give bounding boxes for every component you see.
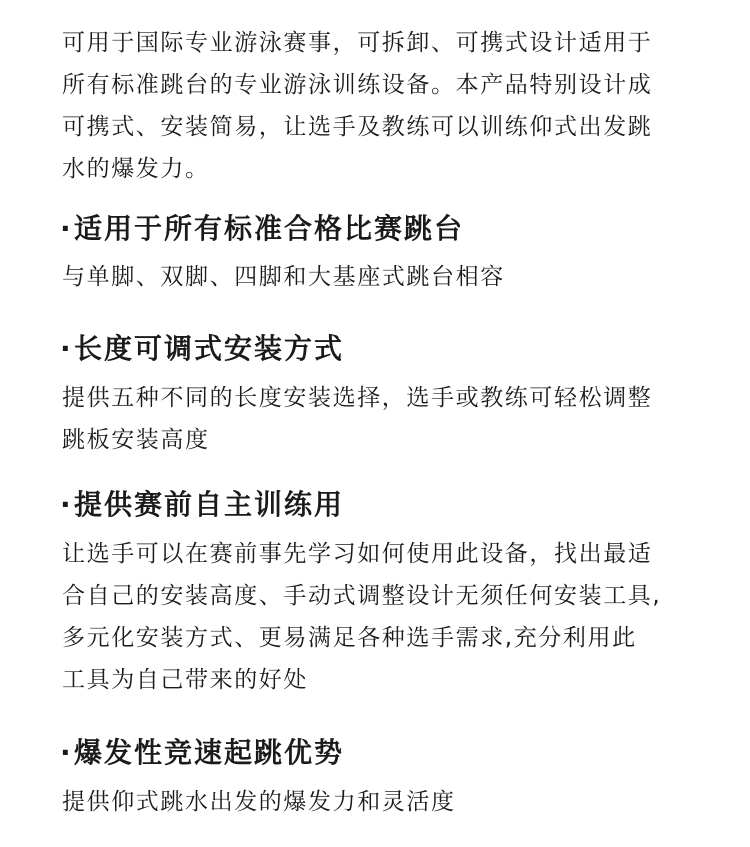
section-body-line: 多元化安装方式、更易满足各种选手需求,充分利用此	[62, 625, 637, 651]
section-body-line: 与单脚、双脚、四脚和大基座式跳台相容	[62, 264, 505, 290]
section-title-adjustable-length	[60, 332, 344, 366]
section-title-text: 长度可调式安装方式	[74, 332, 345, 365]
intro-paragraph	[62, 22, 702, 190]
bullet-dot: ·	[60, 736, 73, 769]
intro-line: 可携式、安装简易，让选手及教练可以训练仰式出发跳	[62, 114, 653, 140]
section-body-adjustable-length	[62, 377, 702, 461]
intro-line: 所有标准跳台的专业游泳训练设备。本产品特别设计成	[62, 72, 653, 98]
section-body-line: 提供五种不同的长度安装选择，选手或教练可轻松调整	[62, 385, 653, 411]
section-body-explosive-start	[62, 781, 702, 823]
bullet-dot: ·	[60, 332, 73, 365]
section-title-starting-blocks	[60, 212, 464, 246]
section-title-explosive-start	[60, 736, 344, 770]
section-body-line: 提供仰式跳水出发的爆发力和灵活度	[62, 789, 456, 815]
section-body-starting-blocks	[62, 256, 702, 298]
section-body-line: 工具为自己带来的好处	[62, 667, 308, 693]
intro-line: 水的爆发力。	[62, 156, 210, 182]
section-title-text: 适用于所有标准合格比赛跳台	[74, 212, 465, 245]
section-body-pre-race-training	[62, 533, 702, 701]
bullet-dot: ·	[60, 488, 73, 521]
section-body-line: 让选手可以在赛前事先学习如何使用此设备，找出最适	[62, 541, 653, 567]
section-body-line: 合自己的安装高度、手动式调整设计无须任何安装工具,	[62, 583, 662, 609]
section-title-pre-race-training	[60, 488, 344, 522]
intro-line: 可用于国际专业游泳赛事，可拆卸、可携式设计适用于	[62, 30, 653, 56]
section-title-text: 提供赛前自主训练用	[74, 488, 345, 521]
section-title-text: 爆发性竞速起跳优势	[74, 736, 345, 769]
bullet-dot: ·	[60, 212, 73, 245]
section-body-line: 跳板安装高度	[62, 427, 210, 453]
